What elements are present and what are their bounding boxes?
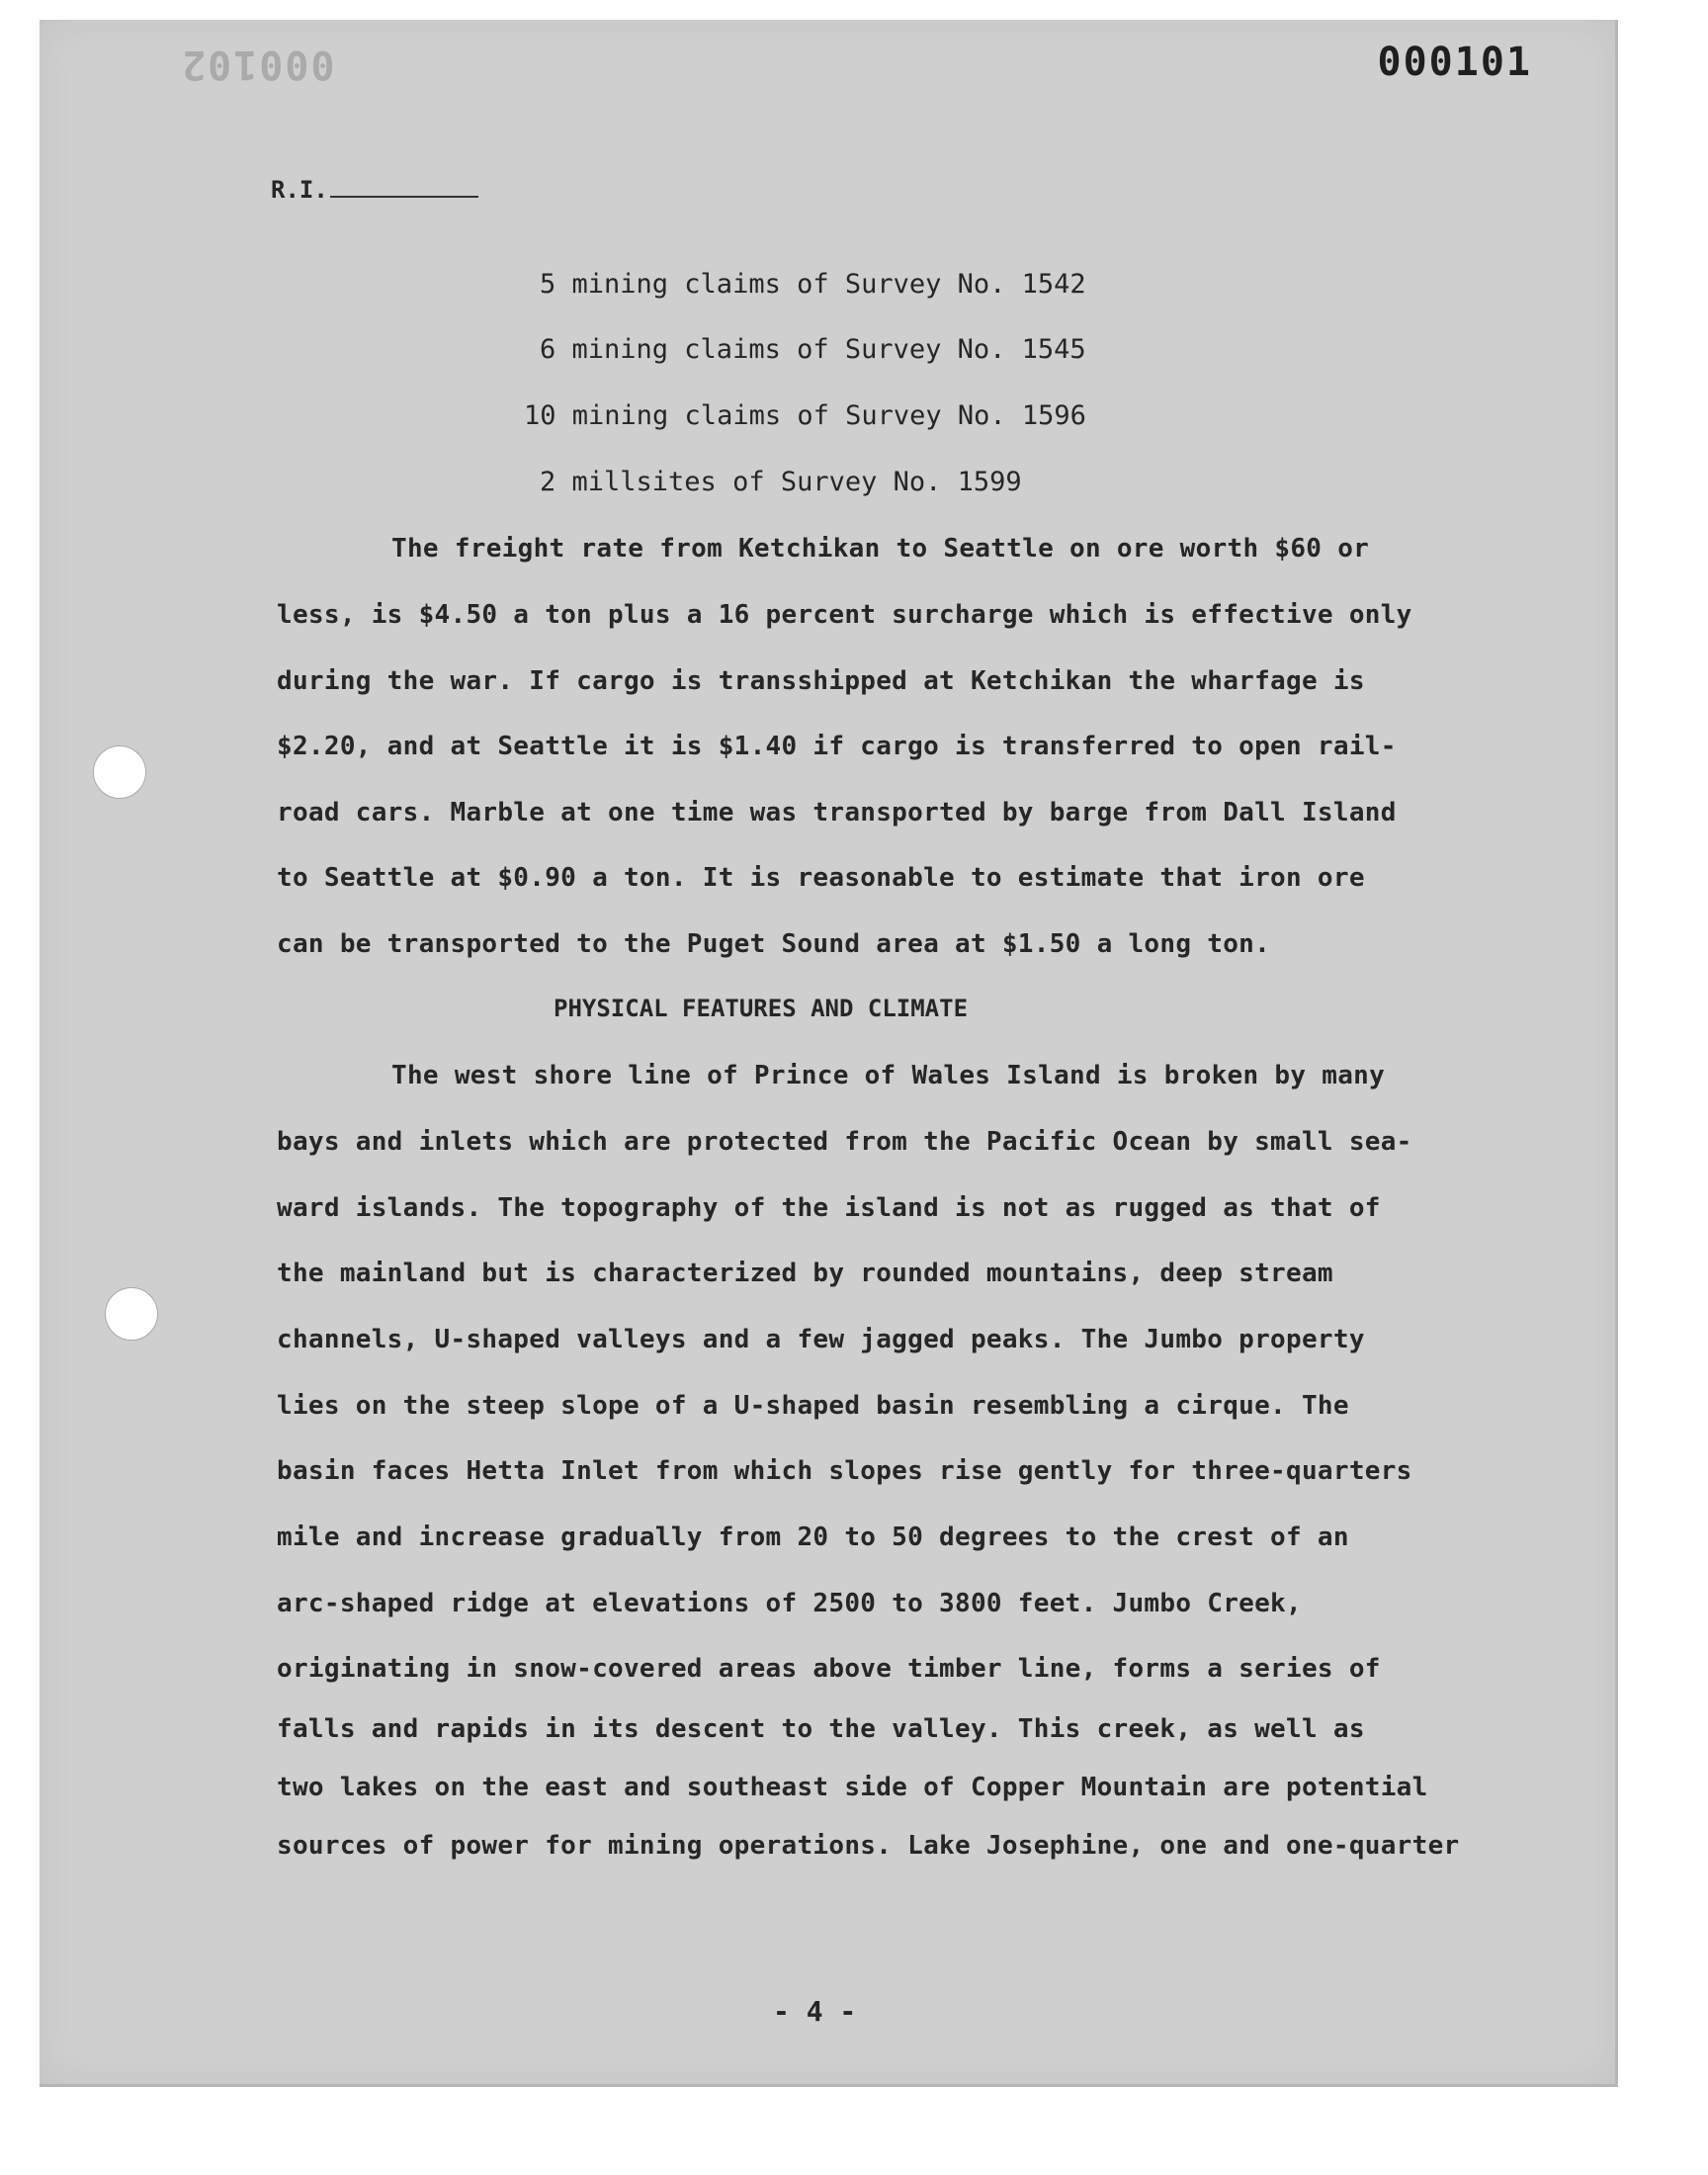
paragraph-line: during the war. If cargo is transshipped at Ketchikan the wharfage is <box>277 666 1365 696</box>
punch-hole <box>93 745 146 799</box>
paragraph-line: originating in snow-covered areas above timber line, forms a series of <box>277 1654 1381 1684</box>
paragraph-line: The west shore line of Prince of Wales Island is broken by many <box>391 1061 1386 1090</box>
ri-field <box>271 176 478 204</box>
paragraph-line: ward islands. The topography of the island is not as rugged as that of <box>277 1193 1381 1223</box>
paragraph-line: less, is $4.50 a ton plus a 16 percent surcharge which is effective only <box>277 600 1412 630</box>
paragraph-line: arc-shaped ridge at elevations of 2500 to 3800 feet. Jumbo Creek, <box>277 1589 1302 1618</box>
paragraph-line: basin faces Hetta Inlet from which slopes rise gently for three-quarters <box>277 1456 1412 1486</box>
paragraph-line: two lakes on the east and southeast side of Copper Mountain are potential <box>277 1773 1428 1802</box>
paragraph-line: can be transported to the Puget Sound area at $1.50 a long ton. <box>277 929 1271 959</box>
ri-blank-line <box>330 196 478 198</box>
section-heading: PHYSICAL FEATURES AND CLIMATE <box>554 995 969 1022</box>
paragraph-line: to Seattle at $0.90 a ton. It is reasonable to estimate that iron ore <box>277 863 1365 893</box>
paragraph-line: The freight rate from Ketchikan to Seattle on ore worth $60 or <box>391 534 1370 564</box>
paragraph-line: bays and inlets which are protected from the Pacific Ocean by small sea- <box>277 1127 1412 1157</box>
page-number: - 4 - <box>773 1995 857 2028</box>
paragraph-line: the mainland but is characterized by rounded mountains, deep stream <box>277 1259 1333 1288</box>
punch-hole <box>105 1287 158 1341</box>
paragraph-line: falls and rapids in its descent to the valley. This creek, as well as <box>277 1714 1365 1744</box>
claim-line: 2 millsites of Survey No. 1599 <box>540 467 1022 497</box>
paragraph-line: mile and increase gradually from 20 to 50 degrees to the crest of an <box>277 1522 1349 1552</box>
claim-line: 5 mining claims of Survey No. 1542 <box>540 269 1086 300</box>
claim-line: 6 mining claims of Survey No. 1545 <box>540 334 1086 365</box>
ri-label: R.I. <box>271 176 328 204</box>
paragraph-line: $2.20, and at Seattle it is $1.40 if cargo is transferred to open rail- <box>277 732 1397 761</box>
mirrored-bleed-through-stamp: 000102 <box>180 42 335 87</box>
document-page <box>40 20 1618 2087</box>
claim-line: 10 mining claims of Survey No. 1596 <box>524 400 1086 431</box>
page-id-stamp: 000101 <box>1377 40 1532 85</box>
paragraph-line: channels, U-shaped valleys and a few jagged peaks. The Jumbo property <box>277 1325 1365 1354</box>
paragraph-line: road cars. Marble at one time was transported by barge from Dall Island <box>277 798 1397 827</box>
paragraph-line: sources of power for mining operations. Lake Josephine, one and one-quarter <box>277 1831 1460 1861</box>
paragraph-line: lies on the steep slope of a U-shaped basin resembling a cirque. The <box>277 1391 1349 1421</box>
